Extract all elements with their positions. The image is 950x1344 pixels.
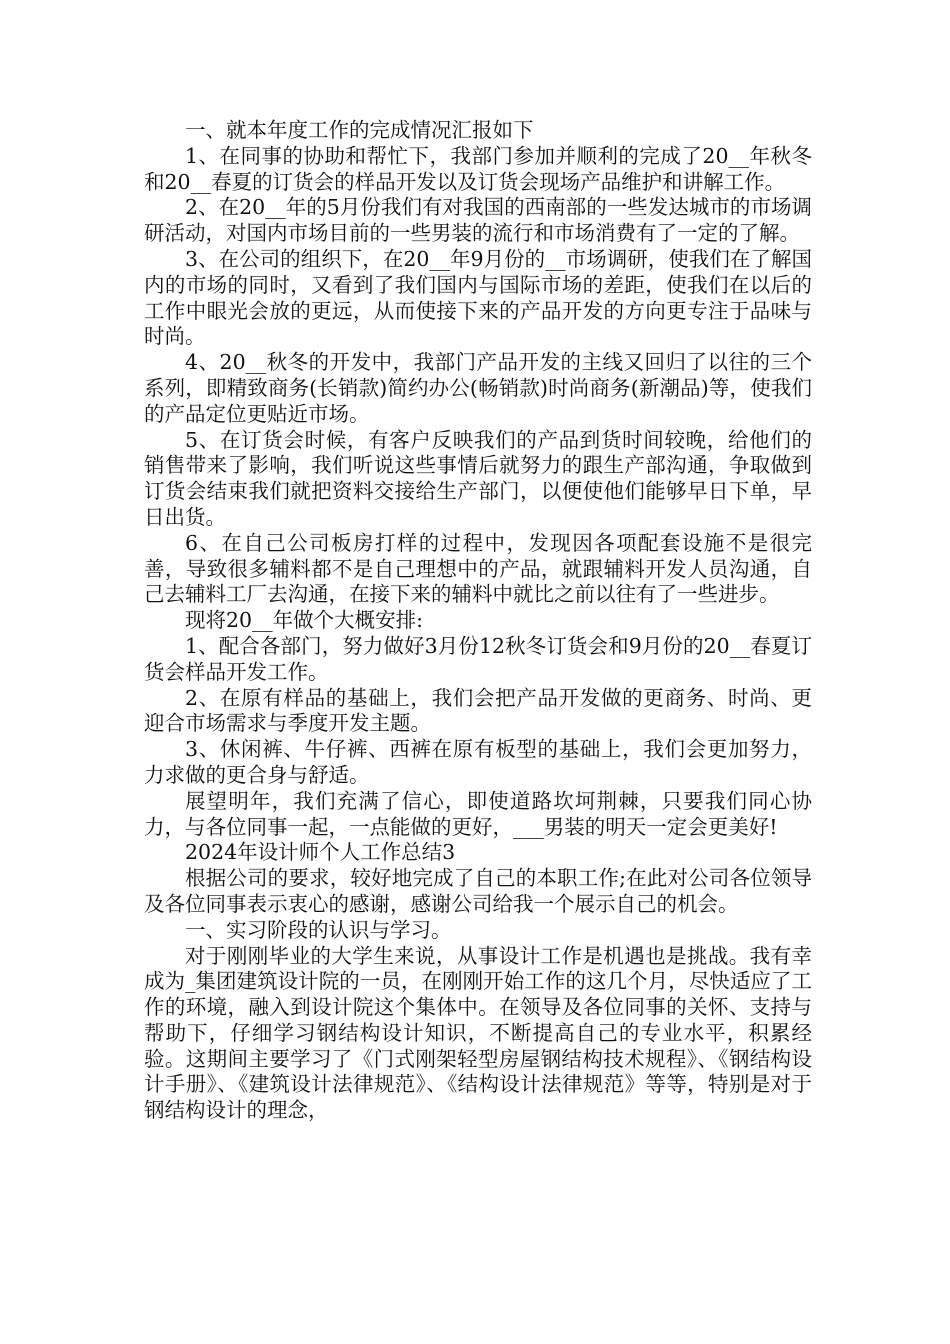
paragraph-internship: 对于刚刚毕业的大学生来说，从事设计工作是机遇也是挑战。我有幸成为_集团建筑设计院的一员，在刚刚开始工作的这几个月，尽快适应了工作的环境，融入到设计院这个集体中。在领导及各位同事的关怀、支持与帮助下，仔细学习钢结构设计知识，不断提高自己的专业水平，积累经验。这期间主要学习了《门式刚架轻型房屋钢结构技术规程》、《钢结构设计手册》、《建筑设计法律规范》、《结构设计法律规范》等等，特别是对于钢结构设计的理念， [144,943,812,1123]
paragraph-intro: 根据公司的要求，较好地完成了自己的本职工作;在此对公司各位领导及各位同事表示衷心的感谢，感谢公司给我一个展示自己的机会。 [144,866,812,916]
paragraph-outlook: 展望明年，我们充满了信心，即使道路坎坷荆棘，只要我们同心协力，与各位同事一起，一点能做的更好，___男装的明天一定会更美好! [144,788,812,839]
paragraph-section-heading-1: 一、就本年度工作的完成情况汇报如下 [185,118,534,142]
paragraph-plan-2: 2、在原有样品的基础上，我们会把产品开发做的更商务、时尚、更迎合市场需求与季度开发主题。 [144,685,812,736]
paragraph-item-6: 6、在自己公司板房打样的过程中，发现因各项配套设施不是很完善，导致很多辅料都不是自己理想中的产品，就跟辅料开发人员沟通，自己去辅料工厂去沟通，在接下来的辅料中就比之前以往有了一些进步。 [144,530,812,607]
paragraph-plan-3: 3、休闲裤、牛仔裤、西裤在原有板型的基础上，我们会更加努力，力求做的更合身与舒适。 [144,737,812,787]
paragraph-item-1: 1、在同事的协助和帮忙下，我部门参加并顺利的完成了20__年秋冬和20__春夏的订货会的样品开发以及订货会现场产品维护和讲解工作。 [144,143,812,194]
paragraph-section-heading-2: 一、实习阶段的认识与学习。 [185,917,452,942]
paragraph-item-5: 5、在订货会时候，有客户反映我们的产品到货时间较晚，给他们的销售带来了影响，我们听说这些事情后就努力的跟生产部沟通，争取做到订货会结束我们就把资料交接给生产部门，以便使他们能够早日下单，早日出货。 [144,427,812,529]
document-page [144,118,812,1124]
paragraph-item-3: 3、在公司的组织下，在20__年9月份的__市场调研，使我们在了解国内的市场的同时，又看到了我们国内与国际市场的差距，使我们在以后的工作中眼光会放的更远，从而使接下来的产品开发的方向更专注于品味与时尚。 [144,246,812,349]
paragraph-item-2: 2、在20__年的5月份我们有对我国的西南部的一些发达城市的市场调研活动，对国内市场目前的一些男装的流行和市场消费有了一定的了解。 [144,195,812,246]
paragraph-item-4: 4、20__秋冬的开发中，我部门产品开发的主线又回归了以往的三个系列，即精致商务(长销款)简约办公(畅销款)时尚商务(新潮品)等，使我们的产品定位更贴近市场。 [144,350,812,426]
document-subtitle: 2024年设计师个人工作总结3 [185,840,456,865]
paragraph-plan-1: 1、配合各部门，努力做好3月份12秋冬订货会和9月份的20__春夏订货会样品开发工作。 [144,633,812,684]
paragraph-plan-intro: 现将20__年做个大概安排: [185,608,423,633]
